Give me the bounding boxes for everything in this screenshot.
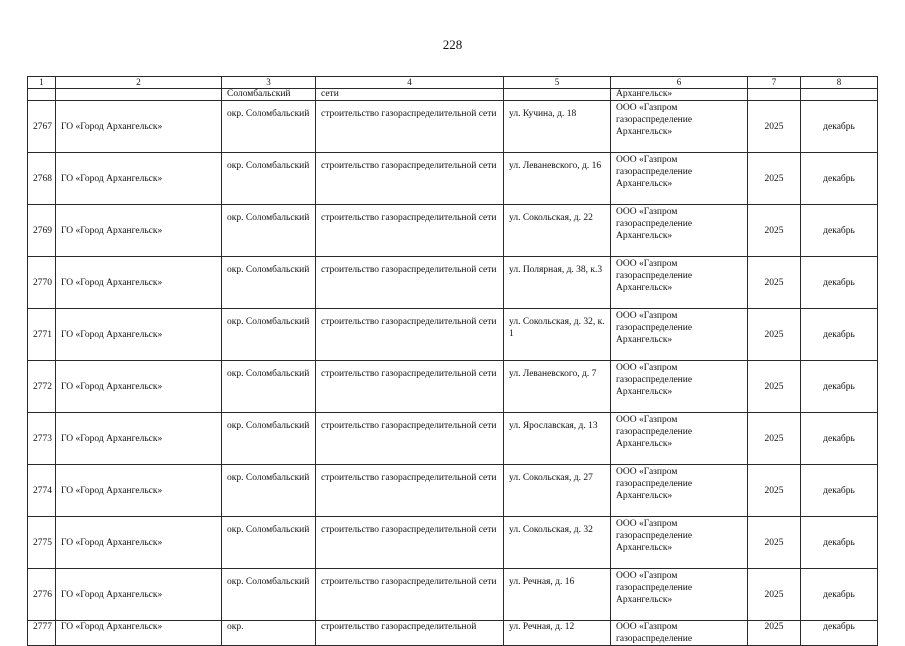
cell-year: 2025 xyxy=(748,205,801,257)
cell-address: ул. Ярославская, д. 13 xyxy=(504,413,611,465)
cell-district: Соломбальский xyxy=(222,89,316,101)
cell-month: декабрь xyxy=(801,257,878,309)
cell-year: 2025 xyxy=(748,361,801,413)
cell-operator: ООО «Газпром газораспределение xyxy=(611,621,748,646)
cell-month xyxy=(801,89,878,101)
cell-operator: Архангельск» xyxy=(611,89,748,101)
column-header: 2 xyxy=(56,77,222,89)
table-row xyxy=(28,361,878,413)
cell-municipality xyxy=(56,89,222,101)
continuation-row xyxy=(28,89,878,101)
cell-work: строительство газораспределительной сети xyxy=(316,361,504,413)
table-row-partial xyxy=(28,621,878,646)
cell-operator: ООО «Газпром газораспределение Архангельск» xyxy=(611,517,748,569)
cell-district: окр. Соломбальский xyxy=(222,309,316,361)
table-row xyxy=(28,205,878,257)
cell-district: окр. Соломбальский xyxy=(222,517,316,569)
cell-operator: ООО «Газпром газораспределение Архангельск» xyxy=(611,465,748,517)
cell-municipality: ГО «Город Архангельск» xyxy=(56,361,222,413)
cell-month: декабрь xyxy=(801,153,878,205)
cell-address: ул. Сокольская, д. 32 xyxy=(504,517,611,569)
cell-district: окр. Соломбальский xyxy=(222,257,316,309)
cell-municipality: ГО «Город Архангельск» xyxy=(56,101,222,153)
document-table xyxy=(27,76,878,646)
column-header: 8 xyxy=(801,77,878,89)
cell-year xyxy=(748,89,801,101)
cell-district: окр. Соломбальский xyxy=(222,101,316,153)
cell-work: строительство газораспределительной сети xyxy=(316,413,504,465)
table-row xyxy=(28,517,878,569)
cell-month: декабрь xyxy=(801,101,878,153)
column-header: 4 xyxy=(316,77,504,89)
cell-municipality: ГО «Город Архангельск» xyxy=(56,465,222,517)
cell-work: строительство газораспределительной сети xyxy=(316,205,504,257)
cell-address: ул. Кучина, д. 18 xyxy=(504,101,611,153)
header-row xyxy=(28,77,878,89)
column-header: 1 xyxy=(28,77,56,89)
column-header: 3 xyxy=(222,77,316,89)
cell-year: 2025 xyxy=(748,257,801,309)
cell-operator: ООО «Газпром газораспределение Архангельск» xyxy=(611,413,748,465)
cell-num: 2769 xyxy=(28,205,56,257)
cell-district: окр. Соломбальский xyxy=(222,205,316,257)
cell-address: ул. Речная, д. 16 xyxy=(504,569,611,621)
cell-municipality: ГО «Город Архангельск» xyxy=(56,621,222,646)
cell-district: окр. Соломбальский xyxy=(222,465,316,517)
column-header: 6 xyxy=(611,77,748,89)
cell-month: декабрь xyxy=(801,413,878,465)
cell-operator: ООО «Газпром газораспределение Архангельск» xyxy=(611,257,748,309)
cell-municipality: ГО «Город Архангельск» xyxy=(56,517,222,569)
cell-address: ул. Сокольская, д. 32, к. 1 xyxy=(504,309,611,361)
cell-address: ул. Сокольская, д. 27 xyxy=(504,465,611,517)
cell-work: строительство газораспределительной сети xyxy=(316,257,504,309)
cell-year: 2025 xyxy=(748,569,801,621)
cell-district: окр. Соломбальский xyxy=(222,153,316,205)
cell-month: декабрь xyxy=(801,309,878,361)
cell-year: 2025 xyxy=(748,465,801,517)
table-row xyxy=(28,465,878,517)
cell-district: окр. Соломбальский xyxy=(222,361,316,413)
cell-num: 2768 xyxy=(28,153,56,205)
cell-work: строительство газораспределительной сети xyxy=(316,101,504,153)
cell-year: 2025 xyxy=(748,621,801,646)
cell-year: 2025 xyxy=(748,153,801,205)
cell-month: декабрь xyxy=(801,517,878,569)
column-header: 7 xyxy=(748,77,801,89)
cell-address xyxy=(504,89,611,101)
cell-num: 2771 xyxy=(28,309,56,361)
table-row xyxy=(28,101,878,153)
cell-month: декабрь xyxy=(801,205,878,257)
cell-district: окр. Соломбальский xyxy=(222,413,316,465)
cell-num: 2772 xyxy=(28,361,56,413)
cell-year: 2025 xyxy=(748,101,801,153)
column-header: 5 xyxy=(504,77,611,89)
cell-year: 2025 xyxy=(748,413,801,465)
table-row xyxy=(28,257,878,309)
cell-municipality: ГО «Город Архангельск» xyxy=(56,309,222,361)
cell-work: строительство газораспределительной сети xyxy=(316,465,504,517)
cell-address: ул. Сокольская, д. 22 xyxy=(504,205,611,257)
cell-operator: ООО «Газпром газораспределение Архангельск» xyxy=(611,101,748,153)
cell-operator: ООО «Газпром газораспределение Архангельск» xyxy=(611,205,748,257)
cell-address: ул. Полярная, д. 38, к.3 xyxy=(504,257,611,309)
cell-num: 2767 xyxy=(28,101,56,153)
cell-operator: ООО «Газпром газораспределение Архангельск» xyxy=(611,309,748,361)
cell-month: декабрь xyxy=(801,621,878,646)
table-row xyxy=(28,153,878,205)
cell-month: декабрь xyxy=(801,361,878,413)
cell-work: сети xyxy=(316,89,504,101)
cell-address: ул. Леваневского, д. 16 xyxy=(504,153,611,205)
table-row xyxy=(28,569,878,621)
cell-num: 2770 xyxy=(28,257,56,309)
cell-work: строительство газораспределительной сети xyxy=(316,569,504,621)
cell-num: 2776 xyxy=(28,569,56,621)
cell-num: 2773 xyxy=(28,413,56,465)
table-row xyxy=(28,309,878,361)
cell-work: строительство газораспределительной сети xyxy=(316,517,504,569)
cell-operator: ООО «Газпром газораспределение Архангельск» xyxy=(611,569,748,621)
cell-work: строительство газораспределительной xyxy=(316,621,504,646)
cell-municipality: ГО «Город Архангельск» xyxy=(56,153,222,205)
cell-address: ул. Речная, д. 12 xyxy=(504,621,611,646)
page-number: 228 xyxy=(442,37,463,52)
cell-municipality: ГО «Город Архангельск» xyxy=(56,569,222,621)
cell-year: 2025 xyxy=(748,309,801,361)
cell-work: строительство газораспределительной сети xyxy=(316,309,504,361)
cell-num: 2777 xyxy=(28,621,56,646)
cell-num xyxy=(28,89,56,101)
cell-municipality: ГО «Город Архангельск» xyxy=(56,413,222,465)
cell-work: строительство газораспределительной сети xyxy=(316,153,504,205)
cell-month: декабрь xyxy=(801,569,878,621)
cell-district: окр. Соломбальский xyxy=(222,569,316,621)
cell-year: 2025 xyxy=(748,517,801,569)
cell-municipality: ГО «Город Архангельск» xyxy=(56,205,222,257)
cell-municipality: ГО «Город Архангельск» xyxy=(56,257,222,309)
cell-district: окр. xyxy=(222,621,316,646)
table-row xyxy=(28,413,878,465)
cell-address: ул. Леваневского, д. 7 xyxy=(504,361,611,413)
cell-num: 2774 xyxy=(28,465,56,517)
cell-month: декабрь xyxy=(801,465,878,517)
cell-num: 2775 xyxy=(28,517,56,569)
cell-operator: ООО «Газпром газораспределение Архангельск» xyxy=(611,361,748,413)
cell-operator: ООО «Газпром газораспределение Архангельск» xyxy=(611,153,748,205)
